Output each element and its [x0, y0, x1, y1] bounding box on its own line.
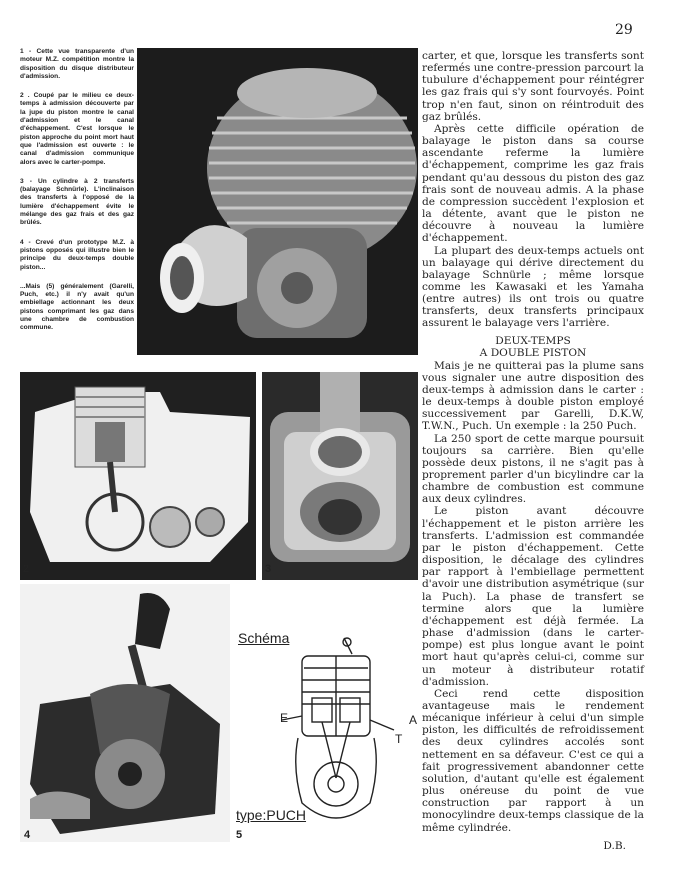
caption-5: ...Mais (5) généralement (Garelli, Puch, etc.) il n'y avait qu'un embiellage actionnant les deux pistons comprimant les gaz dans une chambre de combustion commune. — [20, 282, 134, 332]
page-number: 29 — [615, 22, 633, 38]
caption-1: 1 - Cette vue transparente d'un moteur M.Z. compétition montre la disposition du disque distributeur d'admission. — [20, 48, 134, 80]
photo-engine-mz — [137, 48, 418, 355]
figure-number-4: 4 — [24, 829, 31, 841]
schema-title: Schéma — [238, 630, 290, 646]
article-paragraph-7: Ceci rend cette disposition avantageuse mais le rendement mécanique inférieur à celui d'un simple piston, les difficultés de refroidissement des deux cylindres accolés sont nettement en sa défaveur. C'est ce qui a fait progressivement abandonner cette solution, d'autant qu'elle est également plus onéreuse du point de vue construction par rapport à un monocylindre deux-temps classique de la même cylindrée. — [422, 687, 644, 834]
captions-column — [20, 48, 134, 344]
article-paragraph-1: carter, et que, lorsque les transferts sont refermés une contre-pression parcourt la tubulure d'échappement pour réintégrer les gaz frais qui s'y sont fourvoyés. Point trop n'en faut, sinon on réintroduit des gaz brûlés. — [422, 50, 644, 123]
article-column — [422, 50, 644, 852]
section-heading-line-1: DEUX-TEMPS — [495, 334, 571, 347]
article-paragraph-3: La plupart des deux-temps actuels ont un balayage qui dérive directement du balayage Schnürle ; même lorsque comme les Kawasaki et les Yamaha (entre autres) ils ont trois ou quatre transferts, deux transferts principaux assurent le balayage vers l'arrière. — [422, 244, 644, 330]
section-heading-line-2: A DOUBLE PISTON — [479, 346, 587, 359]
article-paragraph-5: La 250 sport de cette marque poursuit toujours sa carrière. Bien qu'elle possède deux pistons, il ne s'agit pas à proprement parler d'un bicylindre car la chambre de combustion est commune aux deux cylindres. — [422, 432, 644, 506]
author-signature: D.B. — [603, 839, 626, 852]
schema-label-a: A — [409, 713, 418, 727]
caption-3: 3 - Un cylindre à 2 transferts (balayage Schnürle). L'inclinaison des transferts à l'opposé de la lumière d'échappement évite le mélange des gaz frais et des gaz brûlés. — [20, 177, 134, 227]
photo-cutaway-engine — [20, 372, 256, 580]
article-paragraph-4: Mais je ne quitterai pas la plume sans vous signaler une autre disposition des deux-temps à admission dans le carter : le deux-temps à double piston employé successivement par Garelli, D.K.W, T.W.N., Puch. Un exemple : la 250 Puch. — [422, 359, 644, 433]
photo-cylinder-transfers — [262, 372, 418, 580]
article-paragraph-6: Le piston avant découvre l'échappement et le piston arrière les transferts. L'admission est commandée par le piston d'échappement. Cette disposition, le décalage des cylindres par rapport à l'embiellage permettent d'avoir une distribution asymétrique (sur la Puch). La phase de transfert se termine alors que la lumière d'échappement est déjà fermée. La phase d'admission (dans le carter-pompe) est plus longue avant le point mort haut qu'après celui-ci, comme sur un moteur à distributeur rotatif d'admission. — [422, 505, 644, 688]
caption-2: 2 . Coupé par le milieu ce deux-temps à admission découverte par la jupe du piston montre le canal d'admission et le canal d'échappement. C'est lorsque le piston approche du point mort haut que l'admission est ouverte : le canal d'admission communique alors avec le carter-pompe. — [20, 92, 134, 166]
figure-number-5: 5 — [236, 829, 243, 841]
figure-number-2: 2 — [23, 563, 30, 575]
caption-4: 4 - Crevé d'un prototype M.Z. à pistons opposés qui illustre bien le principe du deux-temps double piston... — [20, 238, 134, 271]
schema-diagram-puch — [232, 628, 420, 836]
figure-number-3: 3 — [265, 563, 272, 575]
schema-label-e: E — [280, 711, 289, 725]
section-heading — [422, 335, 644, 359]
schema-label-t: T — [395, 732, 403, 746]
schema-type-label: type:PUCH — [236, 807, 307, 823]
article-paragraph-2: Après cette difficile opération de balayage le piston dans sa course ascendante referme la lumière d'échappement, comprime les gaz frais pendant qu'au dessous du piston des gaz frais sont de nouveau admis. A la phase de compression succèdent l'explosion et la détente, avant que le piston ne découvre à nouveau la lumière d'échappement. — [422, 122, 644, 245]
photo-mz-prototype — [20, 584, 230, 842]
